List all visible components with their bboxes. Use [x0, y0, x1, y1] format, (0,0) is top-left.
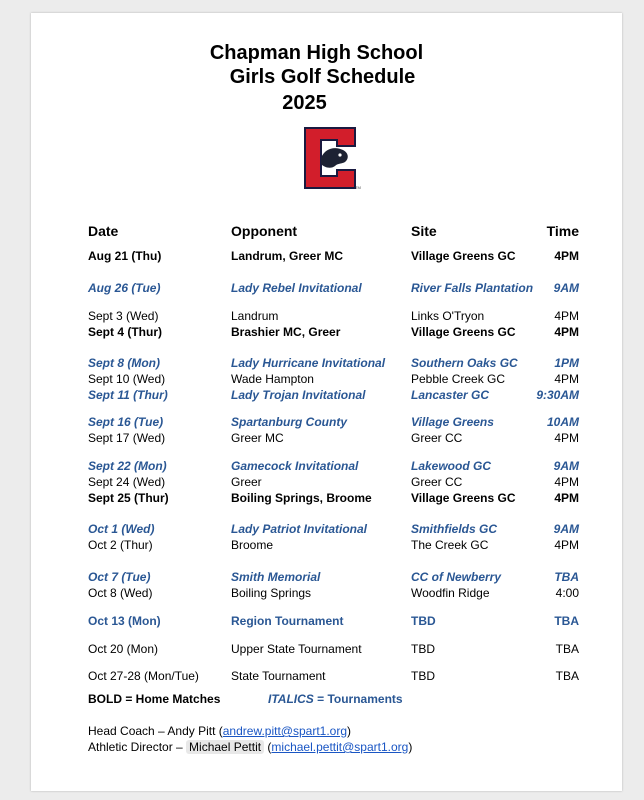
row-date: Sept 11 (Thur) — [88, 388, 168, 402]
athletic-director-contact — [88, 740, 412, 754]
row-site: The Creek GC — [411, 538, 489, 552]
header-site: Site — [411, 223, 437, 239]
row-opponent: Upper State Tournament — [231, 642, 362, 656]
schedule-title: Girls Golf Schedule — [229, 66, 416, 88]
row-time: 4PM — [554, 249, 579, 263]
table-header — [31, 222, 622, 240]
table-row — [31, 414, 622, 430]
coach-label: Head Coach – Andy Pitt ( — [88, 724, 223, 738]
table-row — [31, 458, 622, 474]
table-row — [31, 668, 622, 684]
table-row — [31, 355, 622, 371]
row-opponent: Boiling Springs, Broome — [231, 491, 372, 505]
row-date: Sept 22 (Mon) — [88, 459, 167, 473]
row-time: 4PM — [554, 325, 579, 339]
row-opponent: Lady Rebel Invitational — [231, 281, 362, 295]
header-date: Date — [88, 223, 119, 239]
row-time: TBA — [554, 570, 579, 584]
row-date: Sept 17 (Wed) — [88, 431, 166, 445]
row-site: River Falls Plantation — [411, 281, 534, 295]
row-opponent: Lady Trojan Invitational — [231, 388, 366, 402]
row-time: 4:00 — [555, 586, 579, 600]
row-time: 9AM — [553, 522, 579, 536]
table-row — [31, 474, 622, 490]
row-site: Village Greens GC — [411, 249, 516, 263]
row-site: Greer CC — [411, 431, 463, 445]
table-row — [31, 521, 622, 537]
row-opponent: Broome — [231, 538, 274, 552]
row-time: TBA — [555, 642, 579, 656]
row-site: CC of Newberry — [411, 570, 502, 584]
head-coach-contact — [88, 724, 351, 738]
row-date: Oct 20 (Mon) — [88, 642, 159, 656]
row-time: TBA — [555, 669, 579, 683]
row-site: Woodfin Ridge — [411, 586, 490, 600]
legend-italics-rest: = Tournaments — [313, 692, 403, 706]
year-title: 2025 — [282, 92, 327, 114]
row-time: 9AM — [553, 281, 579, 295]
table-row — [31, 490, 622, 506]
table-row — [31, 585, 622, 601]
row-site: Village Greens — [411, 415, 494, 429]
row-date: Aug 26 (Tue) — [88, 281, 161, 295]
row-time: 4PM — [554, 475, 579, 489]
row-time: 4PM — [554, 431, 579, 445]
table-row — [31, 387, 622, 403]
legend-bold-rest: = Home Matches — [122, 692, 221, 706]
row-opponent: Lady Patriot Invitational — [231, 522, 368, 536]
trademark-mark: TM — [355, 185, 361, 190]
row-site: TBD — [411, 642, 435, 656]
row-time: 4PM — [554, 491, 579, 505]
row-time: 9AM — [553, 459, 579, 473]
school-title: Chapman High School — [209, 42, 424, 64]
chapman-logo — [303, 126, 361, 190]
coach-email-link[interactable]: andrew.pitt@spart1.org — [222, 724, 347, 738]
row-site: Smithfields GC — [411, 522, 498, 536]
schedule-sheet — [31, 13, 622, 791]
row-site: Lancaster GC — [411, 388, 490, 402]
row-date: Sept 24 (Wed) — [88, 475, 166, 489]
row-opponent: Landrum, Greer MC — [231, 249, 344, 263]
table-row — [31, 248, 622, 264]
row-site: Lakewood GC — [411, 459, 492, 473]
row-opponent: Smith Memorial — [231, 570, 321, 584]
ad-open: ( — [264, 740, 272, 754]
row-date: Oct 1 (Wed) — [88, 522, 155, 536]
row-site: Pebble Creek GC — [411, 372, 506, 386]
row-time: 4PM — [554, 538, 579, 552]
row-site: Village Greens GC — [411, 491, 516, 505]
row-date: Aug 21 (Thu) — [88, 249, 162, 263]
row-site: Southern Oaks GC — [411, 356, 518, 370]
row-date: Oct 2 (Thur) — [88, 538, 153, 552]
legend-tournaments — [268, 692, 403, 706]
row-time: 10AM — [546, 415, 579, 429]
row-opponent: Greer — [231, 475, 262, 489]
table-row — [31, 324, 622, 340]
row-site: TBD — [411, 614, 436, 628]
row-time: TBA — [554, 614, 579, 628]
row-time: 4PM — [554, 372, 579, 386]
ad-close: ) — [408, 740, 413, 754]
row-date: Oct 7 (Tue) — [88, 570, 151, 584]
table-row — [31, 280, 622, 296]
table-row — [31, 371, 622, 387]
row-site: Links O'Tryon — [411, 309, 485, 323]
row-opponent: State Tournament — [231, 669, 326, 683]
row-opponent: Spartanburg County — [231, 415, 347, 429]
row-site: Greer CC — [411, 475, 463, 489]
ad-name: Michael Pettit — [186, 740, 264, 754]
header-time: Time — [546, 223, 579, 239]
row-date: Sept 3 (Wed) — [88, 309, 159, 323]
legend-italics-word: ITALICS — [268, 692, 314, 706]
ad-label: Athletic Director – — [88, 740, 187, 754]
table-row — [31, 641, 622, 657]
row-time: 1PM — [554, 356, 579, 370]
row-opponent: Region Tournament — [231, 614, 344, 628]
header-opponent: Opponent — [231, 223, 298, 239]
row-time: 4PM — [554, 309, 579, 323]
row-opponent: Lady Hurricane Invitational — [231, 356, 386, 370]
row-date: Oct 27-28 (Mon/Tue) — [88, 669, 199, 683]
table-row — [31, 430, 622, 446]
row-opponent: Landrum — [231, 309, 279, 323]
row-site: Village Greens GC — [411, 325, 516, 339]
row-site: TBD — [411, 669, 435, 683]
row-date: Sept 4 (Thur) — [88, 325, 162, 339]
row-date: Sept 10 (Wed) — [88, 372, 166, 386]
table-row — [31, 537, 622, 553]
table-row — [31, 569, 622, 585]
legend-home — [88, 692, 220, 706]
row-date: Sept 8 (Mon) — [88, 356, 160, 370]
legend-bold-word: BOLD — [88, 692, 122, 706]
row-date: Sept 25 (Thur) — [88, 491, 169, 505]
ad-email-link[interactable]: michael.pettit@spart1.org — [271, 740, 409, 754]
table-row — [31, 308, 622, 324]
row-time: 9:30AM — [536, 388, 579, 402]
table-row — [31, 613, 622, 629]
row-opponent: Wade Hampton — [231, 372, 314, 386]
row-opponent: Greer MC — [231, 431, 284, 445]
coach-close: ) — [347, 724, 351, 738]
row-opponent: Boiling Springs — [231, 586, 312, 600]
row-date: Oct 13 (Mon) — [88, 614, 161, 628]
row-opponent: Gamecock Invitational — [231, 459, 359, 473]
row-date: Sept 16 (Tue) — [88, 415, 164, 429]
row-opponent: Brashier MC, Greer — [231, 325, 341, 339]
row-date: Oct 8 (Wed) — [88, 586, 153, 600]
panther-icon — [321, 148, 348, 168]
